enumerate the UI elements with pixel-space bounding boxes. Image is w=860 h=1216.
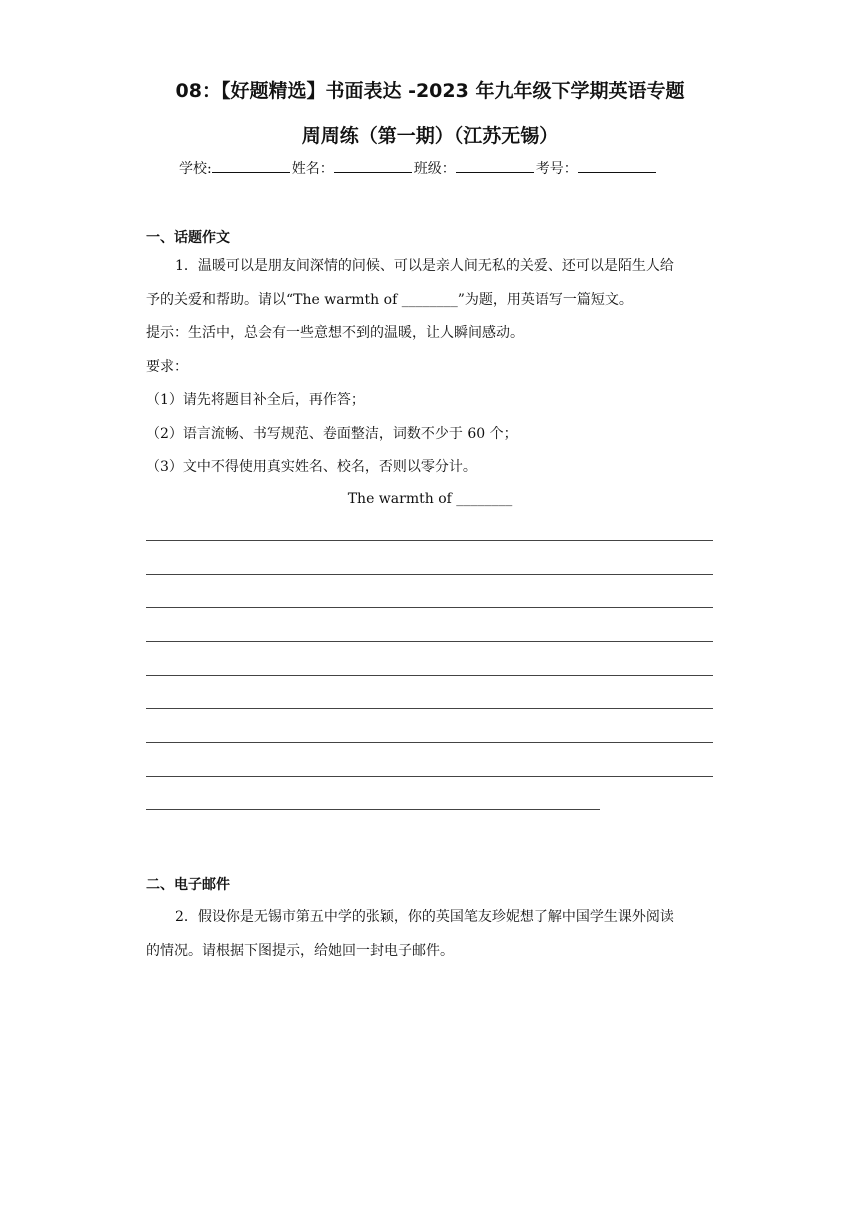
writing-line[interactable] [146,809,600,810]
exam-number-blank[interactable] [578,160,656,173]
question1-text-line1: 1．温暖可以是朋友间深情的问候、可以是亲人间无私的关爱、还可以是陌生人给 [175,258,674,274]
question1-requirement-2: （2）语言流畅、书写规范、卷面整洁，词数不少于 60 个； [146,426,518,442]
class-blank[interactable] [456,160,534,173]
writing-line[interactable] [146,708,713,709]
writing-line[interactable] [146,607,713,608]
writing-line[interactable] [146,675,713,676]
school-blank[interactable] [212,160,290,173]
question1-requirement-3: （3）文中不得使用真实姓名、校名，否则以零分计。 [146,459,477,475]
class-label: 班级： [413,161,456,177]
writing-line[interactable] [146,742,713,743]
writing-line[interactable] [146,574,713,575]
essay-title: The warmth of ________ [347,491,513,507]
page-title-line1: 08：【好题精选】书面表达 -2023 年九年级下学期英语专题 [175,80,685,102]
exam-number-label: 考号： [535,161,578,177]
writing-line[interactable] [146,776,713,777]
question1-text-line2: 予的关爱和帮助。请以“The warmth of ________”为题，用英语写一篇短文。 [146,292,633,308]
question1-requirements-label: 要求： [146,359,188,375]
question2-text-line1: 2．假设你是无锡市第五中学的张颖，你的英国笔友珍妮想了解中国学生课外阅读 [175,909,674,925]
question1-hint: 提示：生活中，总会有一些意想不到的温暖，让人瞬间感动。 [146,325,524,341]
school-label: 学校: [179,161,212,177]
writing-line[interactable] [146,641,713,642]
question2-text-line2: 的情况。请根据下图提示，给她回一封电子邮件。 [146,943,454,959]
name-label: 姓名： [291,161,334,177]
writing-line[interactable] [146,540,713,541]
section1-heading: 一、话题作文 [146,230,230,246]
section2-heading: 二、电子邮件 [146,877,230,893]
page-title-line2: 周周练（第一期）（江苏无锡） [301,125,559,147]
student-info-row [179,158,658,178]
question1-requirement-1: （1）请先将题目补全后，再作答； [146,392,365,408]
name-blank[interactable] [334,160,412,173]
